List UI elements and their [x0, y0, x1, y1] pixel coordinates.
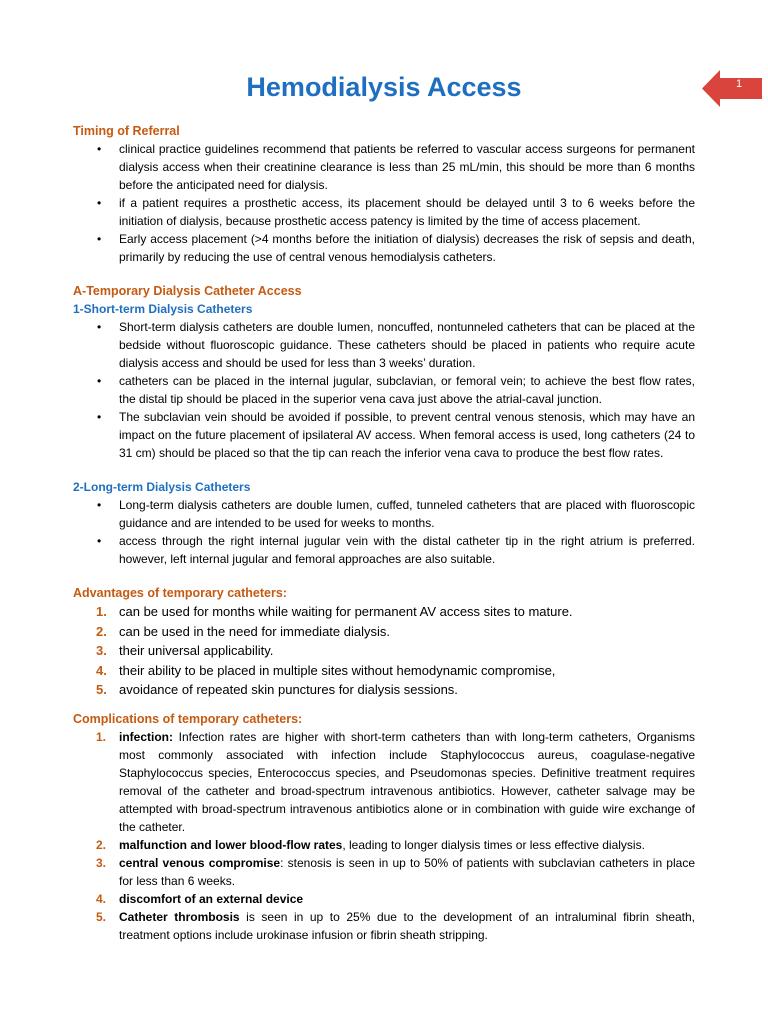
temporary-heading: A-Temporary Dialysis Catheter Access: [73, 284, 302, 298]
item-number: 3.: [96, 643, 107, 658]
item-term: central venous compromise: [119, 855, 281, 870]
list-item: 1. can be used for months while waiting for permanent AV access sites to mature.: [73, 602, 695, 622]
list-item: 2. malfunction and lower blood-flow rates, leading to longer dialysis times or less effective dialysis.: [96, 837, 645, 852]
item-number: 5.: [96, 909, 107, 924]
list-item: • access through the right internal jugular vein with the distal catheter tip in the right atrium is preferred. however, left internal jugular and femoral approaches are also suitable.: [73, 532, 695, 568]
item-number: 1.: [96, 604, 107, 619]
page-title: Hemodialysis Access: [246, 72, 522, 102]
list-item: 3. central venous compromise: stenosis is seen in up to 50% of patients with subclavian catheters in place for less than 6 weeks.: [96, 855, 695, 888]
list-item: [73, 890, 695, 908]
list-item: 3. their universal applicability.: [73, 641, 695, 661]
advantages-heading: Advantages of temporary catheters:: [73, 586, 287, 600]
list-item: • The subclavian vein should be avoided if possible, to prevent central venous stenosis, which may have an impact on the future placement of ipsilateral AV access. When femoral access is used, long catheters (24 to 31 cm) should be placed so that the tip can reach the inferior vena cava to produce the best flow rates.: [73, 408, 695, 462]
item-term: discomfort of an external device: [119, 891, 304, 906]
short-term-list: [73, 318, 695, 462]
long-term-list: [73, 496, 695, 568]
page-number-arrow: [702, 70, 762, 107]
complications-heading: Complications of temporary catheters:: [73, 711, 303, 726]
short-term-heading: 1-Short-term Dialysis Catheters: [73, 302, 253, 316]
list-item: • clinical practice guidelines recommend that patients be referred to vascular access surgeons for permanent dialysis access when their creatinine clearance is less than 25 mL/min, this should be more than 6 months before the anticipated need for dialysis.: [73, 140, 695, 194]
item-number: 1.: [96, 729, 107, 744]
item-term: Catheter thrombosis: [119, 909, 240, 924]
item-number: 4.: [96, 662, 107, 678]
list-item: • catheters can be placed in the internal jugular, subclavian, or femoral vein; to achieve the best flow rates, the distal tip should be placed in the superior vena cava just above the atrial-caval junction.: [73, 372, 695, 408]
advantages-list: [73, 602, 695, 700]
item-number: 5.: [96, 682, 107, 697]
item-term: malfunction and lower blood-flow rates: [119, 837, 343, 852]
item-number: 4.: [96, 891, 107, 906]
list-item: • Long-term dialysis catheters are double lumen, cuffed, tunneled catheters that are placed with fluoroscopic guidance and are intended to be used for weeks to months.: [73, 496, 695, 532]
list-item: 5. Catheter thrombosis is seen in up to 25% due to the development of an intraluminal fibrin sheath, treatment options include urokinase infusion or fibrin sheath stripping.: [96, 909, 696, 942]
timing-heading: Timing of Referral: [73, 124, 180, 138]
document-body: [73, 122, 695, 944]
complications-list: [73, 728, 695, 944]
timing-list: [73, 140, 695, 266]
list-item: • Short-term dialysis catheters are double lumen, noncuffed, nontunneled catheters that can be placed at the bedside without fluoroscopic guidance. These catheters should be placed in patients who require acute dialysis access and should be used for less than 3 weeks’ duration.: [73, 318, 695, 372]
long-term-heading: 2-Long-term Dialysis Catheters: [73, 480, 251, 494]
list-item: 1. infection: Infection rates are higher with short-term catheters than with long-term catheters, Organisms most commonly associated with infection include Staphylococcus aureus, coagulase-negative Staphylococcus species, Enterococcus species, and Pseudomonas species. Definitive treatment requires removal of the catheter and broad-spectrum intravenous antibiotics. However, catheter salvage may be attempted with broad-spectrum intravenous antibiotics alone or in combination with guide wire exchange of the catheter.: [96, 729, 695, 834]
item-number: 2.: [96, 623, 107, 639]
item-term: infection:: [119, 729, 173, 744]
list-item: 2. can be used in the need for immediate dialysis.: [73, 622, 695, 642]
item-number: 2.: [96, 837, 107, 852]
list-item: 5. avoidance of repeated skin punctures for dialysis sessions.: [73, 680, 695, 700]
list-item: • if a patient requires a prosthetic access, its placement should be delayed until 3 to 6 weeks before the initiation of dialysis, because prosthetic access patency is limited by the time of access placement.: [73, 194, 695, 230]
item-number: 3.: [96, 855, 107, 870]
list-item: 4. their ability to be placed in multiple sites without hemodynamic compromise,: [73, 661, 695, 681]
list-item: • Early access placement (>4 months before the initiation of dialysis) decreases the risk of sepsis and death, primarily by reducing the use of central venous hemodialysis catheters.: [73, 230, 695, 266]
page-number: 1: [735, 78, 743, 90]
